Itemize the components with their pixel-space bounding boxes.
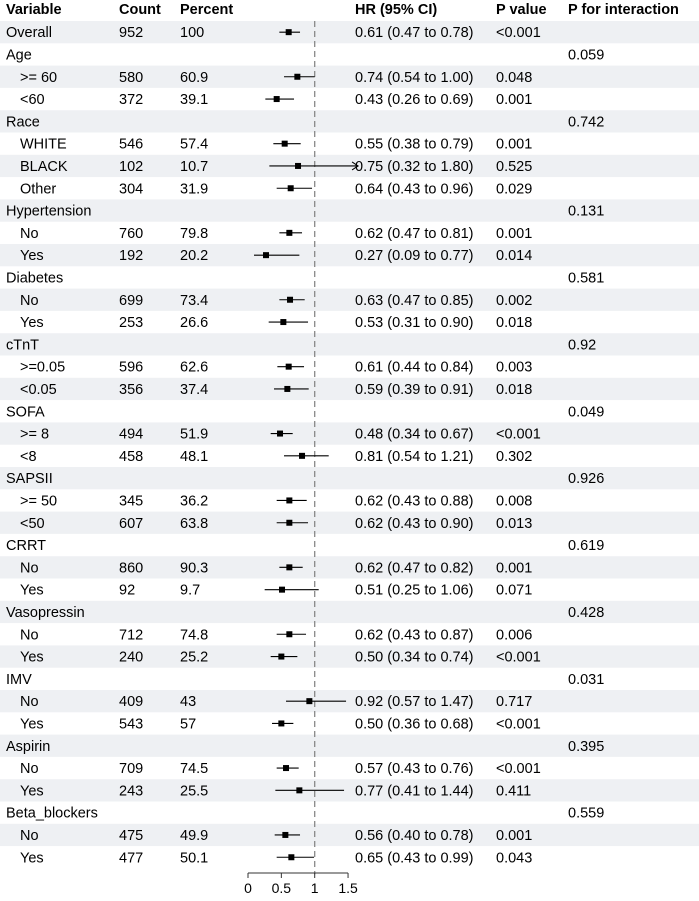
header-p-interaction: P for interaction [568, 2, 679, 18]
row-hr-ci: 0.61 (0.44 to 0.84) [355, 359, 474, 376]
row-p-value: 0.001 [496, 136, 533, 153]
row-hr-ci: 0.48 (0.34 to 0.67) [355, 426, 474, 443]
subgroup-row [20, 92, 532, 108]
hr-point [280, 319, 286, 325]
hr-point [286, 564, 292, 570]
row-percent: 63.8 [180, 515, 209, 532]
row-p-interaction: 0.559 [568, 805, 605, 822]
row-p-value: 0.003 [496, 359, 533, 376]
row-percent: 20.2 [180, 248, 209, 265]
row-count: 102 [119, 158, 144, 175]
row-count: 860 [119, 560, 144, 577]
row-hr-ci: 0.27 (0.09 to 0.77) [355, 248, 474, 265]
subgroup-row [20, 583, 532, 599]
hr-point [263, 252, 269, 258]
row-percent: 50.1 [180, 850, 209, 867]
axis-tick-label: 0 [244, 880, 252, 896]
row-label: Race [6, 114, 40, 131]
row-label: Yes [20, 649, 44, 666]
hr-point [279, 587, 285, 593]
x-axis [244, 873, 358, 896]
row-label: Overall [6, 25, 52, 42]
row-hr-ci: 0.56 (0.40 to 0.78) [355, 827, 474, 844]
row-hr-ci: 0.77 (0.41 to 1.44) [355, 783, 474, 800]
hr-point [277, 431, 283, 437]
row-count: 356 [119, 381, 144, 398]
hr-point [284, 386, 290, 392]
row-p-value: 0.014 [496, 248, 533, 265]
row-label: No [20, 694, 39, 711]
hr-point [286, 520, 292, 526]
row-label: Other [20, 181, 57, 198]
header-percent: Percent [180, 2, 234, 18]
hr-point [306, 698, 312, 704]
group-row [6, 270, 604, 286]
row-stripe [0, 66, 699, 88]
row-percent: 9.7 [180, 582, 201, 599]
row-label: <60 [20, 92, 45, 109]
row-percent: 62.6 [180, 359, 209, 376]
row-count: 596 [119, 359, 144, 376]
table-header [6, 2, 679, 18]
row-hr-ci: 0.81 (0.54 to 1.21) [355, 448, 474, 465]
row-label: CRRT [6, 538, 47, 555]
subgroup-row [20, 449, 532, 465]
header-hr: HR (95% CI) [355, 2, 438, 18]
row-p-value: 0.302 [496, 448, 533, 465]
row-hr-ci: 0.62 (0.43 to 0.87) [355, 627, 474, 644]
row-p-value: 0.029 [496, 181, 533, 198]
subgroup-row [20, 181, 532, 197]
row-percent: 10.7 [180, 158, 209, 175]
hr-point [286, 497, 292, 503]
row-hr-ci: 0.50 (0.36 to 0.68) [355, 716, 474, 733]
row-percent: 31.9 [180, 181, 209, 198]
row-stripe [0, 512, 699, 534]
row-label: Aspirin [6, 738, 51, 755]
row-hr-ci: 0.57 (0.43 to 0.76) [355, 761, 474, 778]
row-percent: 74.5 [180, 761, 209, 778]
row-count: 699 [119, 292, 144, 309]
row-p-interaction: 0.031 [568, 671, 605, 688]
row-label: No [20, 827, 39, 844]
group-row [6, 404, 604, 420]
row-label: SAPSII [6, 471, 53, 488]
row-count: 607 [119, 515, 144, 532]
hr-point [299, 453, 305, 459]
row-p-value: <0.001 [496, 761, 541, 778]
hr-point [286, 631, 292, 637]
row-hr-ci: 0.55 (0.38 to 0.79) [355, 136, 474, 153]
row-count: 243 [119, 783, 144, 800]
hr-point [282, 832, 288, 838]
row-stripe [0, 21, 699, 43]
row-p-value: 0.001 [496, 225, 533, 242]
row-hr-ci: 0.43 (0.26 to 0.69) [355, 92, 474, 109]
row-label: Beta_blockers [6, 805, 98, 822]
header-count: Count [119, 2, 161, 18]
row-p-value: 0.006 [496, 627, 533, 644]
subgroup-row [20, 627, 532, 643]
row-label: SOFA [6, 404, 45, 421]
row-count: 712 [119, 627, 144, 644]
row-stripe [0, 645, 699, 667]
subgroup-row [20, 493, 532, 509]
row-hr-ci: 0.74 (0.54 to 1.00) [355, 69, 474, 86]
row-p-interaction: 0.428 [568, 604, 605, 621]
row-p-interaction: 0.742 [568, 114, 605, 131]
hr-point [296, 787, 302, 793]
row-p-value: <0.001 [496, 25, 541, 42]
row-percent: 57.4 [180, 136, 209, 153]
group-row [6, 47, 604, 63]
hr-point [294, 74, 300, 80]
row-label: IMV [6, 671, 32, 688]
subgroup-row [20, 137, 532, 153]
row-stripes [0, 21, 699, 846]
row-label: Yes [20, 582, 44, 599]
hr-point [278, 720, 284, 726]
row-count: 372 [119, 92, 144, 109]
hr-point [288, 854, 294, 860]
row-label: Hypertension [6, 203, 92, 220]
subgroup-row [20, 850, 532, 866]
axis-tick-label: 1.5 [338, 880, 358, 896]
row-label: >= 8 [20, 426, 50, 443]
row-p-interaction: 0.131 [568, 203, 605, 220]
row-p-interaction: 0.395 [568, 738, 605, 755]
row-label: <0.05 [20, 381, 57, 398]
subgroup-row [20, 315, 532, 331]
row-percent: 51.9 [180, 426, 209, 443]
row-p-value: 0.043 [496, 850, 533, 867]
row-p-interaction: 0.049 [568, 404, 605, 421]
row-p-value: 0.001 [496, 827, 533, 844]
row-stripe [0, 824, 699, 846]
row-label: BLACK [20, 158, 68, 175]
subgroup-row [20, 716, 541, 732]
subgroup-row [20, 761, 541, 777]
row-label: Yes [20, 783, 44, 800]
row-label: No [20, 627, 39, 644]
row-p-value: 0.001 [496, 560, 533, 577]
row-hr-ci: 0.65 (0.43 to 0.99) [355, 850, 474, 867]
row-label: >= 60 [20, 69, 58, 86]
row-percent: 39.1 [180, 92, 209, 109]
row-percent: 57 [180, 716, 197, 733]
hr-point [286, 29, 292, 35]
row-count: 494 [119, 426, 144, 443]
row-hr-ci: 0.62 (0.43 to 0.88) [355, 493, 474, 510]
row-count: 952 [119, 25, 144, 42]
row-p-value: 0.071 [496, 582, 533, 599]
row-label: WHITE [20, 136, 67, 153]
row-hr-ci: 0.62 (0.47 to 0.82) [355, 560, 474, 577]
row-label: Yes [20, 850, 44, 867]
row-hr-ci: 0.75 (0.32 to 1.80) [355, 158, 474, 175]
subgroup-row [20, 226, 532, 242]
row-percent: 36.2 [180, 493, 209, 510]
hr-point [282, 141, 288, 147]
row-p-value: 0.048 [496, 69, 533, 86]
row-percent: 73.4 [180, 292, 209, 309]
row-p-value: 0.018 [496, 315, 533, 332]
row-label: >=0.05 [20, 359, 66, 376]
row-count: 409 [119, 694, 144, 711]
row-stripe [0, 289, 699, 311]
row-p-value: 0.018 [496, 381, 533, 398]
row-p-value: <0.001 [496, 426, 541, 443]
row-count: 475 [119, 827, 144, 844]
hr-point [286, 364, 292, 370]
row-percent: 25.2 [180, 649, 209, 666]
hr-point [283, 765, 289, 771]
row-percent: 43 [180, 694, 197, 711]
row-p-value: <0.001 [496, 649, 541, 666]
row-stripe [0, 779, 699, 801]
row-count: 240 [119, 649, 144, 666]
row-hr-ci: 0.61 (0.47 to 0.78) [355, 25, 474, 42]
group-row [6, 672, 604, 688]
row-label: No [20, 560, 39, 577]
row-stripe [0, 422, 699, 444]
row-percent: 74.8 [180, 627, 209, 644]
row-p-value: 0.717 [496, 694, 533, 711]
row-stripe [0, 556, 699, 578]
axis-tick-label: 1 [310, 880, 319, 896]
row-label: >= 50 [20, 493, 58, 510]
row-percent: 25.5 [180, 783, 209, 800]
axis-tick-label: 0.5 [271, 880, 292, 896]
row-label: Vasopressin [6, 604, 85, 621]
row-p-value: 0.411 [496, 783, 532, 800]
row-label: cTnT [6, 337, 40, 354]
row-count: 253 [119, 315, 144, 332]
row-hr-ci: 0.53 (0.31 to 0.90) [355, 315, 474, 332]
row-label: <8 [20, 448, 37, 465]
hr-point [288, 185, 294, 191]
row-stripe [0, 378, 699, 400]
group-row [6, 538, 604, 554]
row-count: 543 [119, 716, 144, 733]
hr-point [274, 96, 280, 102]
row-label: Yes [20, 716, 44, 733]
row-p-interaction: 0.926 [568, 471, 605, 488]
row-label: Age [6, 47, 32, 64]
row-p-value: 0.525 [496, 158, 533, 175]
row-label: No [20, 225, 39, 242]
hr-point [287, 297, 293, 303]
row-p-value: <0.001 [496, 716, 541, 733]
row-count: 345 [119, 493, 144, 510]
row-count: 760 [119, 225, 144, 242]
row-hr-ci: 0.62 (0.47 to 0.81) [355, 225, 474, 242]
header-variable: Variable [6, 2, 62, 18]
row-count: 477 [119, 850, 144, 867]
row-label: Yes [20, 315, 44, 332]
group-row [6, 806, 604, 822]
row-p-interaction: 0.059 [568, 47, 605, 64]
row-hr-ci: 0.62 (0.43 to 0.90) [355, 515, 474, 532]
row-percent: 90.3 [180, 560, 209, 577]
row-percent: 100 [180, 25, 205, 42]
row-p-value: 0.013 [496, 515, 533, 532]
header-p-value: P value [496, 2, 547, 18]
row-percent: 37.4 [180, 381, 209, 398]
row-label: Yes [20, 248, 44, 265]
row-percent: 48.1 [180, 448, 209, 465]
row-label: <50 [20, 515, 45, 532]
row-count: 304 [119, 181, 144, 198]
row-count: 580 [119, 69, 144, 86]
row-stripe [0, 244, 699, 266]
row-p-interaction: 0.92 [568, 337, 597, 354]
row-p-value: 0.002 [496, 292, 533, 309]
row-percent: 49.9 [180, 827, 209, 844]
hr-point [278, 654, 284, 660]
row-p-interaction: 0.581 [568, 270, 605, 287]
row-hr-ci: 0.92 (0.57 to 1.47) [355, 694, 474, 711]
row-hr-ci: 0.64 (0.43 to 0.96) [355, 181, 474, 198]
row-label: No [20, 761, 39, 778]
row-stripe [0, 690, 699, 712]
row-percent: 26.6 [180, 315, 209, 332]
row-percent: 60.9 [180, 69, 209, 86]
row-count: 709 [119, 761, 144, 778]
row-label: No [20, 292, 39, 309]
row-p-value: 0.001 [496, 92, 533, 109]
hr-point [286, 230, 292, 236]
row-label: Diabetes [6, 270, 64, 287]
row-hr-ci: 0.59 (0.39 to 0.91) [355, 381, 474, 398]
row-hr-ci: 0.50 (0.34 to 0.74) [355, 649, 474, 666]
row-p-interaction: 0.619 [568, 538, 605, 555]
row-hr-ci: 0.63 (0.47 to 0.85) [355, 292, 474, 309]
row-count: 458 [119, 448, 144, 465]
row-count: 192 [119, 248, 144, 265]
row-p-value: 0.008 [496, 493, 533, 510]
row-hr-ci: 0.51 (0.25 to 1.06) [355, 582, 474, 599]
row-count: 546 [119, 136, 144, 153]
hr-point [295, 163, 301, 169]
subgroup-row [20, 360, 532, 376]
row-percent: 79.8 [180, 225, 209, 242]
row-count: 92 [119, 582, 136, 599]
